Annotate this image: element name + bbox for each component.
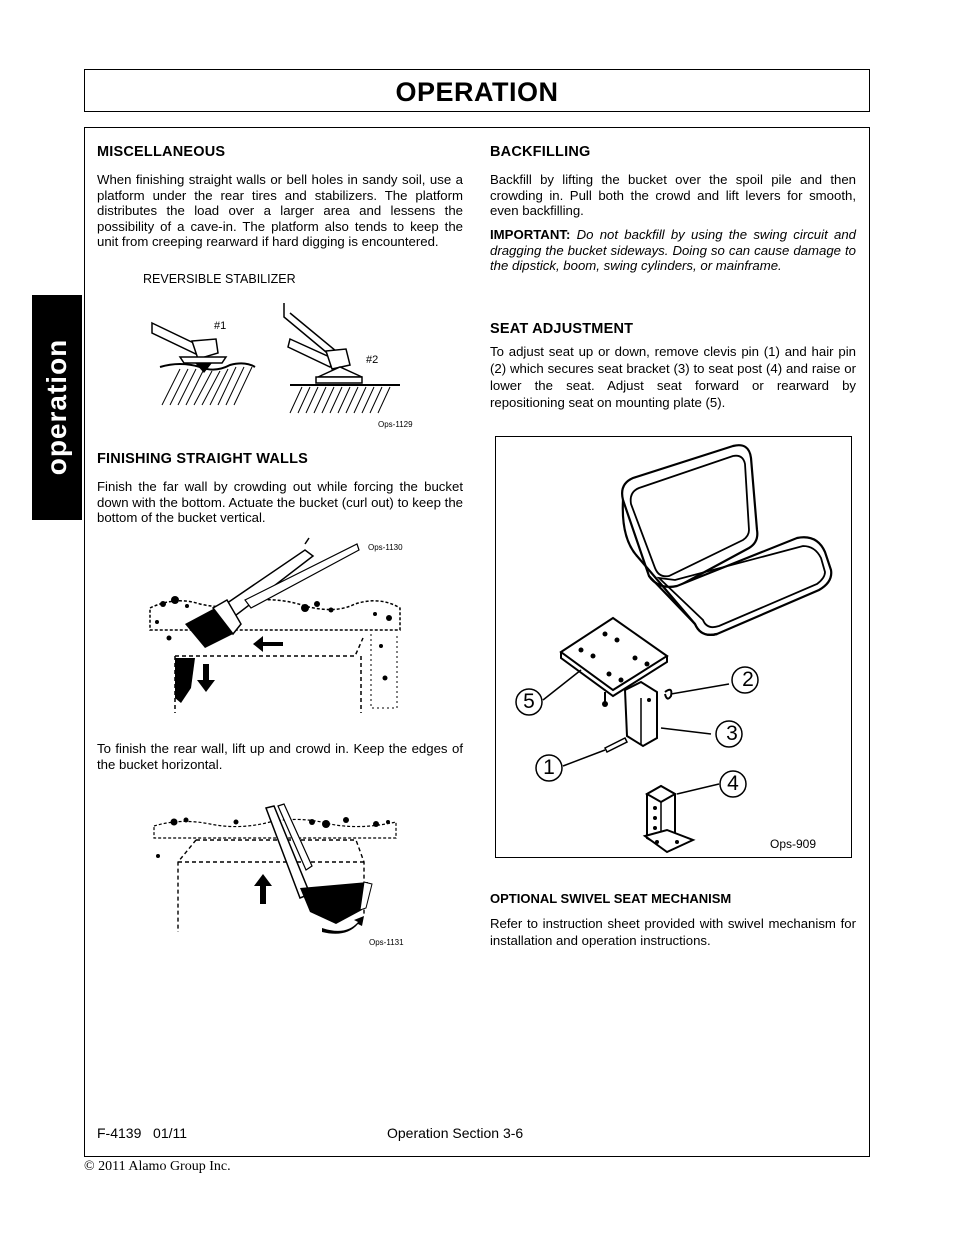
far-wall-figure xyxy=(145,538,405,718)
swivel-body: Refer to instruction sheet provided with swivel mechanism for installation and operation instructions. xyxy=(490,916,856,948)
finishing-walls-heading: FINISHING STRAIGHT WALLS xyxy=(97,451,309,467)
stabilizer-caption: REVERSIBLE STABILIZER xyxy=(143,272,296,286)
page-title: OPERATION xyxy=(395,77,559,107)
stabilizer-figure-code: Ops-1129 xyxy=(378,420,413,429)
far-wall-figure-code: Ops-1130 xyxy=(368,543,403,552)
seat-callout-3: 3 xyxy=(726,722,738,745)
important-label: IMPORTANT: xyxy=(490,227,571,242)
seat-callout-5: 5 xyxy=(523,690,535,713)
important-text: Do not backfill by using the swing circuit and dragging the bucket sideways. Doing so can cause damage to the dipstick, boom, swing cylinders, or mainframe. xyxy=(490,227,856,273)
seat-callout-1: 1 xyxy=(543,756,555,779)
backfilling-body: Backfill by lifting the bucket over the spoil pile and then crowding in. Pull both the crowd and lift levers for smooth, even backfilling. xyxy=(490,172,856,218)
doc-number: F-4139 01/11 xyxy=(97,1125,188,1141)
section-side-tab xyxy=(32,295,82,520)
stabilizer-label-2: #2 xyxy=(366,354,379,366)
stabilizer-label-1: #1 xyxy=(214,320,227,332)
backfilling-important xyxy=(490,227,856,274)
side-tab-label: operation xyxy=(41,338,72,476)
rear-wall-figure-code: Ops-1131 xyxy=(369,938,404,947)
seat-figure xyxy=(497,438,849,856)
seat-figure-code: Ops-909 xyxy=(770,837,817,851)
section-page-number: Operation Section 3-6 xyxy=(387,1125,524,1141)
backfilling-heading: BACKFILLING xyxy=(490,144,591,160)
miscellaneous-body: When finishing straight walls or bell holes in sandy soil, use a platform under the rear tires and stabilizers. The platform distributes the load over a larger area and lessens the possibility of a cave-in. The platform also tends to keep the unit from creeping rearward if hard digging is encountered. xyxy=(97,172,463,249)
miscellaneous-heading: MISCELLANEOUS xyxy=(97,144,226,160)
rear-wall-body: To finish the rear wall, lift up and crowd in. Keep the edges of the bucket horizontal. xyxy=(97,741,463,772)
stabilizer-figure xyxy=(140,295,430,420)
seat-adjustment-heading: SEAT ADJUSTMENT xyxy=(490,321,634,337)
finishing-walls-body: Finish the far wall by crowding out while forcing the bucket down with the bottom. Actuate the bucket (curl out) to keep the bottom of the bucket vertical. xyxy=(97,479,463,525)
seat-callout-2: 2 xyxy=(742,668,754,691)
rear-wall-figure xyxy=(150,804,400,944)
seat-adjustment-body: To adjust seat up or down, remove clevis pin (1) and hair pin (2) which secures seat bracket (3) to seat post (4) and raise or lower the seat. Adjust seat forward or rearward by repositioning seat on mounting plate (5). xyxy=(490,344,856,410)
copyright-notice: © 2011 Alamo Group Inc. xyxy=(84,1159,231,1174)
seat-callout-4: 4 xyxy=(727,772,739,795)
swivel-heading: OPTIONAL SWIVEL SEAT MECHANISM xyxy=(490,891,732,906)
